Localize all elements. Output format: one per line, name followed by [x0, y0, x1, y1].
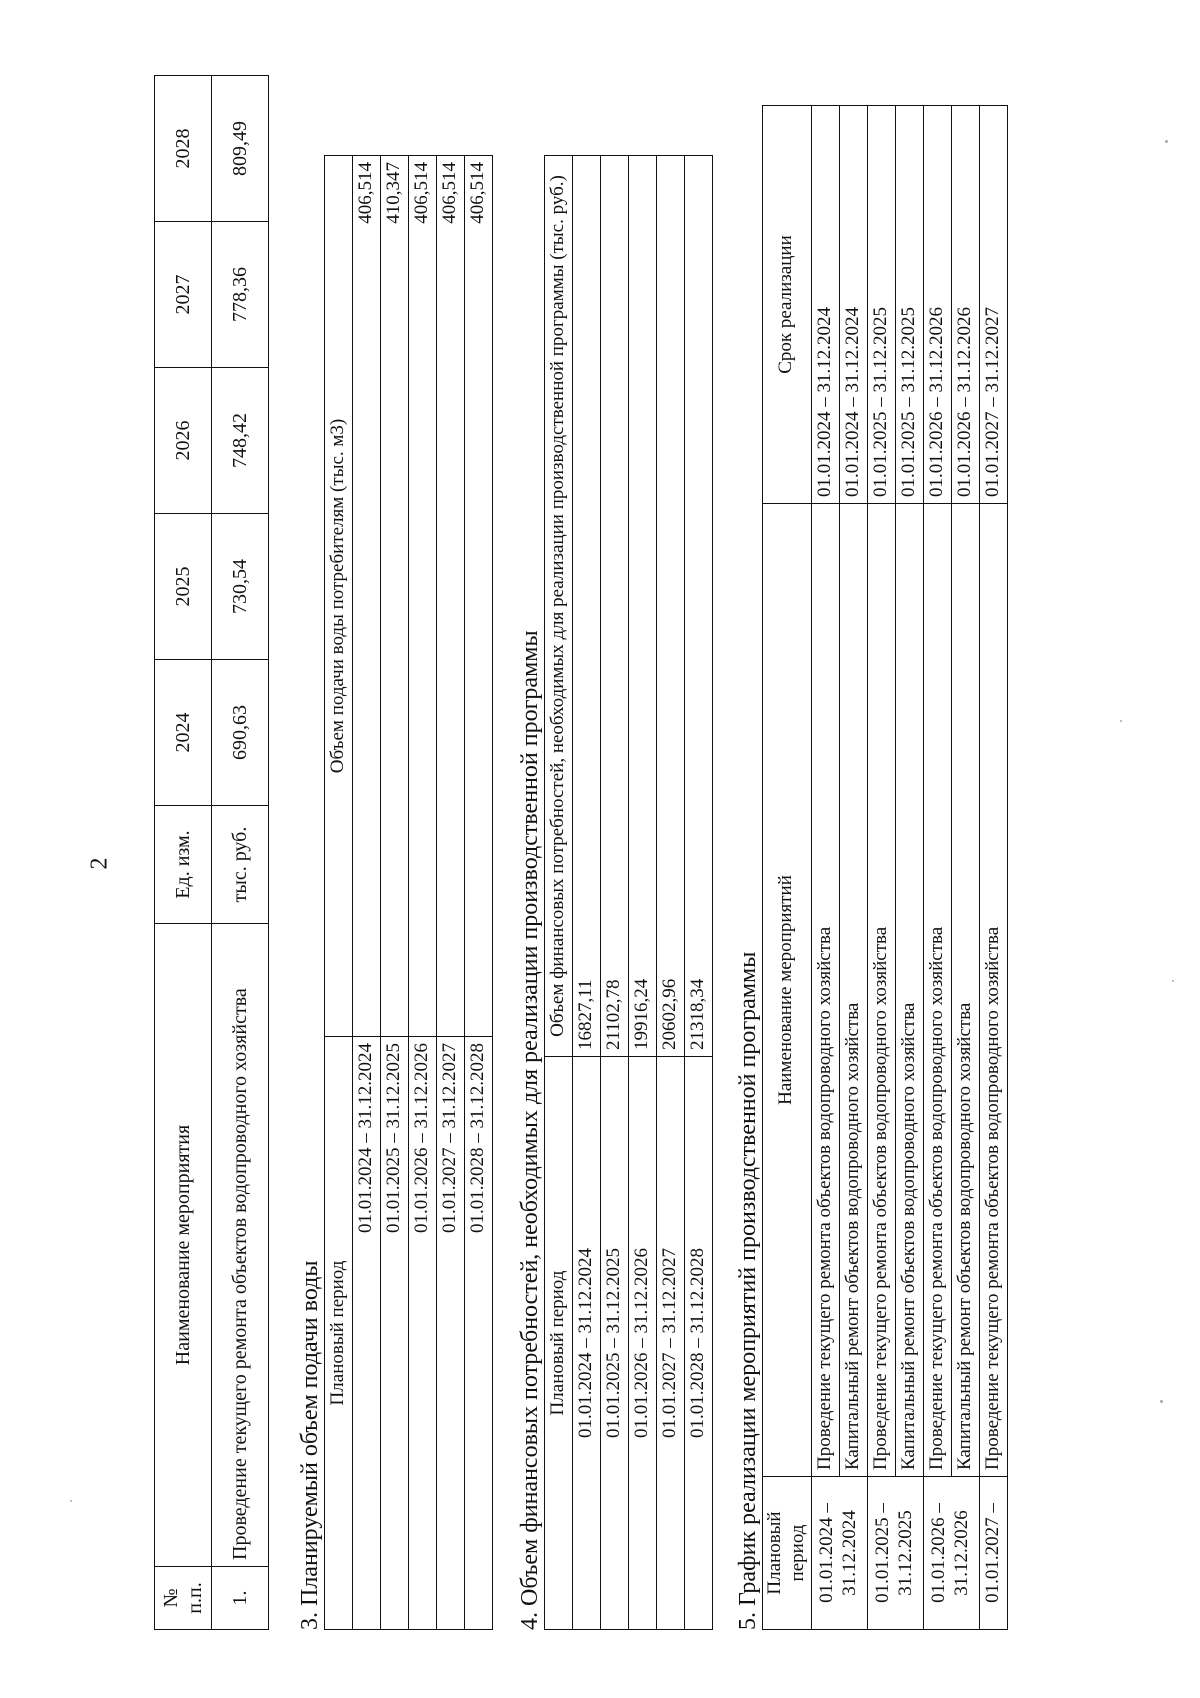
col-header-period: Плановый период — [763, 1477, 812, 1630]
value-2028: 809,49 — [212, 76, 269, 222]
table-row — [685, 156, 713, 1630]
measure-cell: Капитальный ремонт объектов водопроводного хозяйства — [839, 504, 867, 1477]
financial-needs-table — [544, 155, 713, 1630]
finance-cell: 19916,24 — [629, 156, 657, 1057]
period-cell: 01.01.2025 – 31.12.2025 — [381, 1037, 409, 1630]
volume-cell: 406,514 — [437, 156, 465, 1037]
table-row — [951, 106, 979, 1630]
section-financial-needs — [517, 70, 713, 1630]
deadline-cell: 01.01.2024 – 31.12.2024 — [811, 106, 839, 504]
finance-cell: 21318,34 — [685, 156, 713, 1057]
table-row — [923, 106, 951, 1630]
measure-cell: Проведение текущего ремонта объектов водопроводного хозяйства — [867, 504, 895, 1477]
period-cell: 01.01.2026 – 31.12.2026 — [629, 1057, 657, 1630]
value-2026: 748,42 — [212, 368, 269, 514]
col-header-num: № п.п. — [155, 1567, 212, 1630]
table-header-row — [545, 156, 573, 1630]
period-cell: 01.01.2028 – 31.12.2028 — [685, 1057, 713, 1630]
period-cell: 01.01.2027 – — [979, 1477, 1007, 1630]
period-cell: 01.01.2027 – 31.12.2027 — [657, 1057, 685, 1630]
col-header-finance: Объем финансовых потребностей, необходимых для реализации производственной программы (тыс. руб.) — [545, 156, 573, 1057]
value-2027: 778,36 — [212, 222, 269, 368]
col-header-volume: Объем подачи воды потребителям (тыс. м3) — [325, 156, 353, 1037]
col-header-period: Плановый период — [545, 1057, 573, 1630]
period-cell: 01.01.2028 – 31.12.2028 — [465, 1037, 493, 1630]
deadline-cell: 01.01.2025 – 31.12.2025 — [895, 106, 923, 504]
table-row — [811, 106, 839, 1630]
period-cell: 01.01.2025 – 31.12.2025 — [601, 1057, 629, 1630]
table-header-row — [325, 156, 353, 1630]
value-2024: 690,63 — [212, 660, 269, 806]
period-cell: 01.01.2026 – 31.12.2026 — [409, 1037, 437, 1630]
volume-cell: 406,514 — [465, 156, 493, 1037]
col-header-unit: Ед. изм. — [155, 806, 212, 924]
table-row — [381, 156, 409, 1630]
measure-cell: Проведение текущего ремонта объектов водопроводного хозяйства — [979, 504, 1007, 1477]
row-name: Проведение текущего ремонта объектов водопроводного хозяйства — [212, 924, 269, 1567]
section-title: 5. График реализации мероприятий производственной программы — [735, 951, 761, 1630]
table-row — [895, 106, 923, 1630]
deadline-cell: 01.01.2025 – 31.12.2025 — [867, 106, 895, 504]
table-row — [839, 106, 867, 1630]
section-title: 3. Планируемый объем подачи воды — [297, 1260, 323, 1630]
scan-speck — [1172, 980, 1174, 982]
finance-cell: 20602,96 — [657, 156, 685, 1057]
measure-cell: Капитальный ремонт объектов водопроводного хозяйства — [895, 504, 923, 1477]
scan-speck — [1160, 1400, 1163, 1403]
table-row — [465, 156, 493, 1630]
rotated-document — [150, 70, 1008, 1630]
deadline-cell: 01.01.2026 – 31.12.2026 — [923, 106, 951, 504]
table-row — [212, 76, 269, 1630]
water-supply-table — [324, 155, 493, 1630]
page-number: 2 — [86, 857, 113, 870]
row-unit: тыс. руб. — [212, 806, 269, 924]
finance-cell: 16827,11 — [573, 156, 601, 1057]
scan-speck — [1165, 140, 1168, 143]
table-row — [979, 106, 1007, 1630]
table-header-row — [155, 76, 212, 1630]
period-cell: 01.01.2027 – 31.12.2027 — [437, 1037, 465, 1630]
measure-cell: Капитальный ремонт объектов водопроводного хозяйства — [951, 504, 979, 1477]
volume-cell: 406,514 — [409, 156, 437, 1037]
value-2025: 730,54 — [212, 514, 269, 660]
row-num: 1. — [212, 1567, 269, 1630]
table-row — [629, 156, 657, 1630]
col-header-period: Плановый период — [325, 1037, 353, 1630]
section-title: 4. Объем финансовых потребностей, необходимых для реализации производственной программы — [517, 630, 543, 1630]
table-row — [573, 156, 601, 1630]
period-cell: 01.01.2024 – 31.12.2024 — [573, 1057, 601, 1630]
col-header-name: Наименование мероприятия — [155, 924, 212, 1567]
period-cell: 01.01.2025 – 31.12.2025 — [867, 1477, 923, 1630]
deadline-cell: 01.01.2027 – 31.12.2027 — [979, 106, 1007, 504]
deadline-cell: 01.01.2026 – 31.12.2026 — [951, 106, 979, 504]
section-schedule — [735, 70, 1008, 1630]
measure-cell: Проведение текущего ремонта объектов водопроводного хозяйства — [923, 504, 951, 1477]
table-row — [353, 156, 381, 1630]
section-water-supply — [297, 70, 493, 1630]
col-header-2027: 2027 — [155, 222, 212, 368]
table-row — [657, 156, 685, 1630]
col-header-2026: 2026 — [155, 368, 212, 514]
schedule-table — [762, 105, 1008, 1630]
period-cell: 01.01.2024 – 31.12.2024 — [811, 1477, 867, 1630]
table-row — [867, 106, 895, 1630]
deadline-cell: 01.01.2024 – 31.12.2024 — [839, 106, 867, 504]
col-header-2028: 2028 — [155, 76, 212, 222]
col-header-2024: 2024 — [155, 660, 212, 806]
measures-cost-table — [154, 75, 269, 1630]
col-header-measures: Наименование мероприятий — [763, 504, 812, 1477]
volume-cell: 410,347 — [381, 156, 409, 1037]
table-row — [437, 156, 465, 1630]
scan-speck — [1120, 720, 1122, 722]
table-row — [409, 156, 437, 1630]
period-cell: 01.01.2024 – 31.12.2024 — [353, 1037, 381, 1630]
finance-cell: 21102,78 — [601, 156, 629, 1057]
table-header-row — [763, 106, 812, 1630]
table-row — [601, 156, 629, 1630]
period-cell: 01.01.2026 – 31.12.2026 — [923, 1477, 979, 1630]
measure-cell: Проведение текущего ремонта объектов водопроводного хозяйства — [811, 504, 839, 1477]
volume-cell: 406,514 — [353, 156, 381, 1037]
col-header-deadline: Срок реализации — [763, 106, 812, 504]
col-header-2025: 2025 — [155, 514, 212, 660]
scan-speck — [70, 1500, 72, 1502]
